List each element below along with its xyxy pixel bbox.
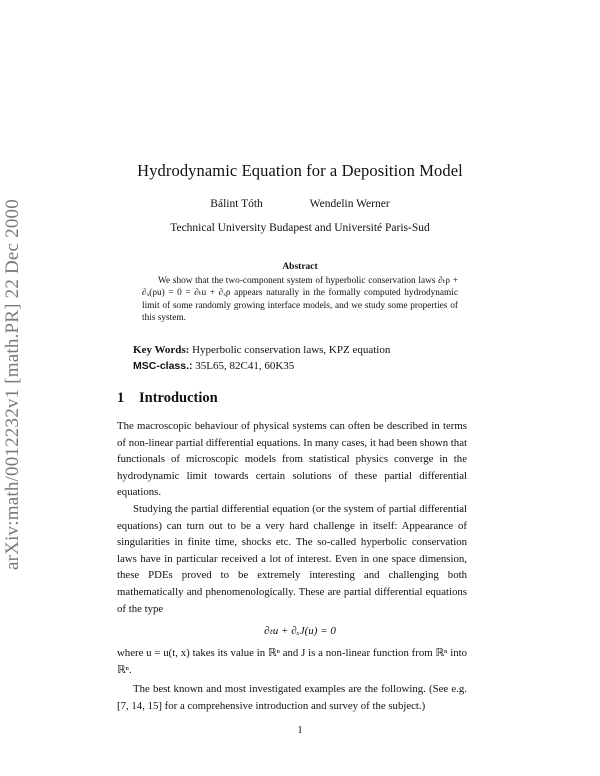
author-name: Wendelin Werner [309, 198, 390, 210]
keywords-label: Key Words: [133, 344, 190, 356]
abstract-heading: Abstract [282, 262, 318, 272]
keywords-value: Hyperbolic conservation laws, KPZ equation [192, 344, 391, 356]
affiliation: Technical University Budapest and Université Paris-Sud [170, 222, 430, 234]
author-name: Bálint Tóth [210, 198, 263, 210]
paragraph: Studying the partial differential equation (or the system of partial differential equations) can turn out to be a very hard challenge in itself: Appearance of singularities in finite time, shocks etc. The so-called hyperbolic conservation laws have in particular received a lot of interest. Even in one space dimension, these PDEs proved to be extremely interesting and challenging both mathematically and phenomenologically. These are partial differential equations of the type [117, 503, 467, 615]
keywords-line [133, 344, 390, 356]
paragraph: The macroscopic behaviour of physical systems can often be described in terms of non-linear partial differential equations. In many cases, it had been shown that functionals of microscopic models from statistical physics converge in the hydrodynamic limit towards certain solutions of these partial differential equations. [117, 420, 467, 499]
author-list [0, 198, 600, 210]
display-equation: ∂ₜu + ∂ₓJ(u) = 0 [264, 625, 336, 637]
section-heading [117, 390, 218, 407]
section-number: 1 [117, 390, 125, 406]
msc-line [133, 360, 294, 372]
section-title: Introduction [139, 390, 218, 406]
msc-value: 35L65, 82C41, 60K35 [195, 360, 295, 372]
paper-title: Hydrodynamic Equation for a Deposition Model [137, 161, 463, 180]
page-number: 1 [297, 725, 303, 736]
paragraph: The best known and most investigated examples are the following. (See e.g. [7, 14, 15] for a comprehensive introduction and survey of the subject.) [117, 683, 467, 712]
paragraph: where u = u(t, x) takes its value in ℝⁿ and J is a non-linear function from ℝⁿ into ℝⁿ. [117, 647, 467, 676]
msc-label: MSC-class.: [133, 360, 193, 372]
arxiv-identifier: arXiv:math/0012232v1 [math.PR] 22 Dec 2000 [2, 199, 23, 570]
abstract-text: We show that the two-component system of hyperbolic conservation laws ∂ₜρ + ∂ₓ(ρu) = 0 = ∂ₜu + ∂ₓρ appears naturally in the formally computed hydrodynamic limit of some randomly growing interface models, and we study some properties of this system. [142, 276, 458, 324]
